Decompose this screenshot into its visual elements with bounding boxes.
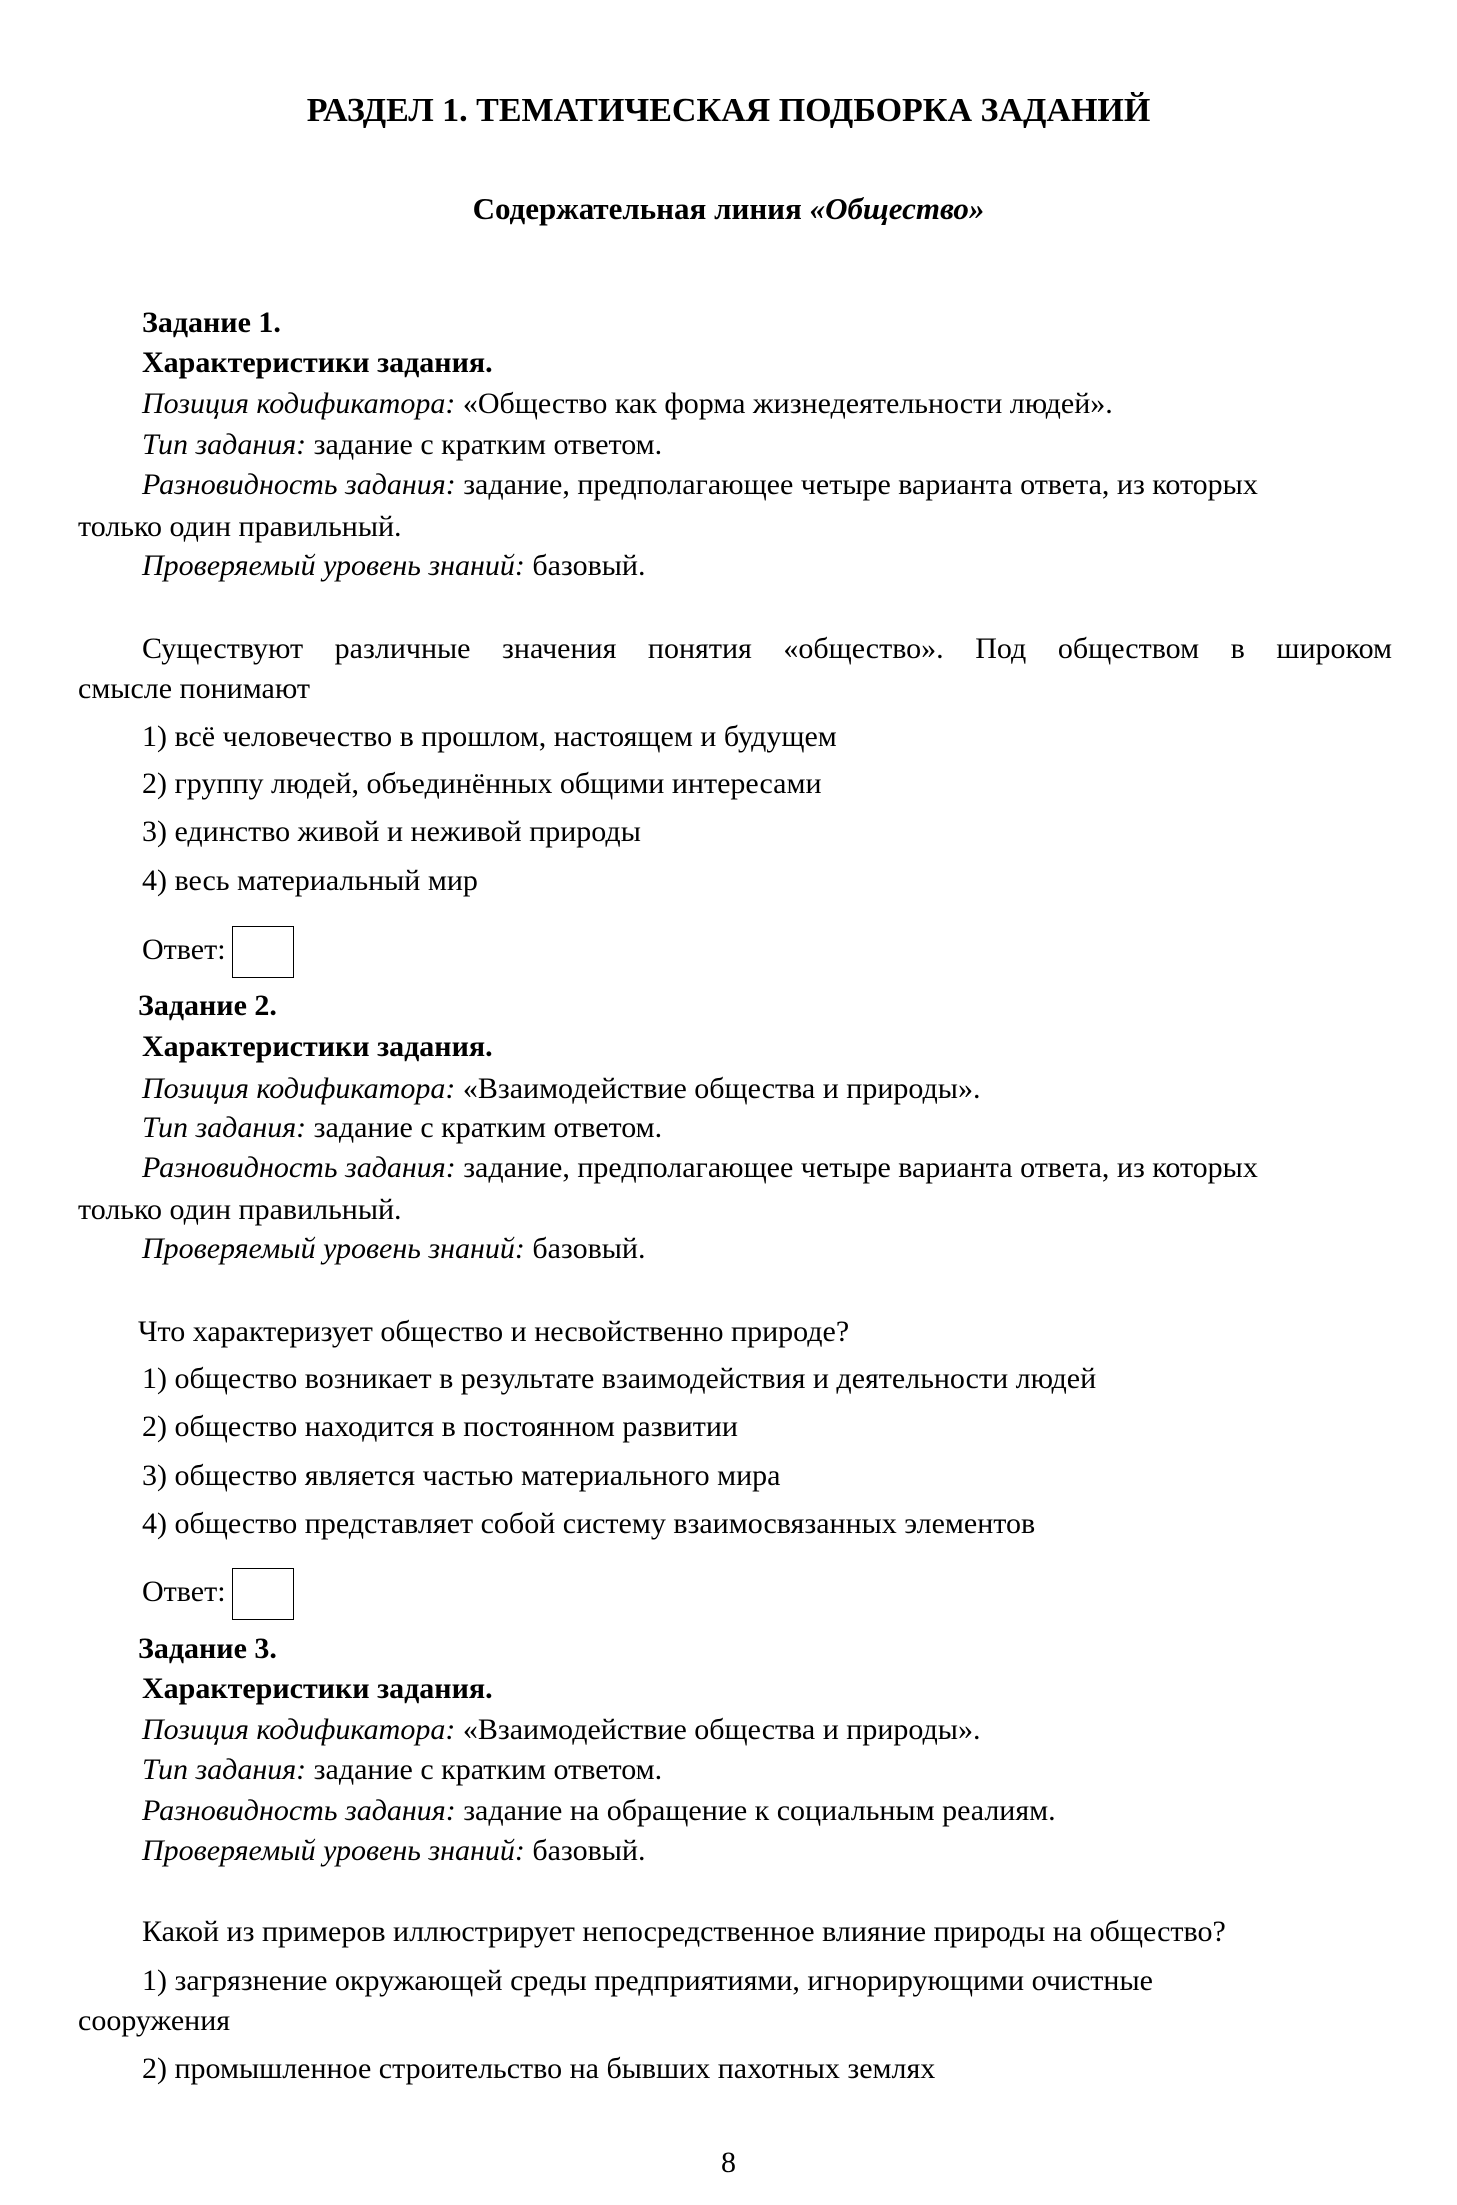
task-3-type	[142, 1750, 662, 1790]
task-3-characteristics: Характеристики задания.	[142, 1672, 493, 1705]
variety-label: Разновидность задания:	[142, 1151, 456, 1184]
codifier-label: Позиция кодификатора:	[142, 1713, 456, 1746]
task-2-variety-cont: только один правильный.	[78, 1193, 402, 1226]
task-3-variety	[142, 1791, 1056, 1831]
content-line-subtitle	[0, 188, 1457, 230]
task-1-question-cont: смысле понимают	[78, 672, 310, 705]
answer-box[interactable]	[232, 926, 294, 978]
task-3-option-1-cont: сооружения	[78, 2004, 231, 2037]
section-title: РАЗДЕЛ 1. ТЕМАТИЧЕСКАЯ ПОДБОРКА ЗАДАНИЙ	[306, 92, 1151, 129]
type-value: задание с кратким ответом.	[306, 1111, 663, 1144]
level-value: базовый.	[524, 1232, 646, 1265]
codifier-label: Позиция кодификатора:	[142, 1072, 456, 1105]
task-3-codifier	[142, 1710, 980, 1750]
task-1-level	[142, 546, 645, 586]
type-value: задание с кратким ответом.	[306, 1753, 663, 1786]
task-1-type	[142, 425, 662, 465]
type-label: Тип задания:	[142, 428, 307, 461]
level-label: Проверяемый уровень знаний:	[142, 1232, 525, 1265]
task-2-title: Задание 2.	[138, 989, 277, 1022]
codifier-value: «Взаимодействие общества и природы».	[455, 1713, 981, 1746]
level-label: Проверяемый уровень знаний:	[142, 549, 525, 582]
task-1-option-3: 3) единство живой и неживой природы	[142, 815, 641, 848]
task-2-answer	[142, 1564, 294, 1620]
level-value: базовый.	[524, 549, 646, 582]
level-label: Проверяемый уровень знаний:	[142, 1834, 525, 1867]
task-1-characteristics: Характеристики задания.	[142, 346, 493, 379]
task-3-option-2: 2) промышленное строительство на бывших пахотных землях	[142, 2052, 936, 2085]
task-2-variety	[142, 1148, 1258, 1188]
codifier-value: «Общество как форма жизнедеятельности людей».	[455, 387, 1113, 420]
level-value: базовый.	[524, 1834, 646, 1867]
task-2-level	[142, 1229, 645, 1269]
page-number: 8	[721, 2146, 736, 2179]
task-1-title: Задание 1.	[142, 306, 281, 339]
subtitle-italic: «Общество»	[809, 191, 985, 226]
task-2-type	[142, 1108, 662, 1148]
type-value: задание с кратким ответом.	[306, 428, 663, 461]
task-1-variety-cont: только один правильный.	[78, 510, 402, 543]
task-2-question: Что характеризует общество и несвойственно природе?	[138, 1315, 850, 1348]
task-2-option-1: 1) общество возникает в результате взаимодействия и деятельности людей	[142, 1362, 1097, 1395]
task-1-question: Существуют различные значения понятия «общество». Под обществом в широком	[142, 632, 1392, 665]
type-label: Тип задания:	[142, 1111, 307, 1144]
type-label: Тип задания:	[142, 1753, 307, 1786]
task-2-codifier	[142, 1069, 980, 1109]
variety-value: задание, предполагающее четыре варианта ответа, из которых	[455, 1151, 1258, 1184]
task-1-variety	[142, 465, 1258, 505]
answer-box[interactable]	[232, 1568, 294, 1620]
task-3-title: Задание 3.	[138, 1632, 277, 1665]
subtitle-prefix: Содержательная линия	[472, 191, 810, 226]
task-2-option-2: 2) общество находится в постоянном развитии	[142, 1410, 738, 1443]
variety-value: задание на обращение к социальным реалиям.	[455, 1794, 1056, 1827]
variety-value: задание, предполагающее четыре варианта ответа, из которых	[455, 468, 1258, 501]
task-2-characteristics: Характеристики задания.	[142, 1030, 493, 1063]
answer-label: Ответ:	[142, 933, 226, 966]
task-1-option-1: 1) всё человечество в прошлом, настоящем и будущем	[142, 720, 837, 753]
task-3-level	[142, 1831, 645, 1871]
task-1-codifier	[142, 384, 1113, 424]
task-3-question: Какой из примеров иллюстрирует непосредственное влияние природы на общество?	[142, 1915, 1226, 1948]
codifier-value: «Взаимодействие общества и природы».	[455, 1072, 981, 1105]
variety-label: Разновидность задания:	[142, 1794, 456, 1827]
task-3-option-1: 1) загрязнение окружающей среды предприятиями, игнорирующими очистные	[142, 1964, 1153, 1997]
task-2-option-4: 4) общество представляет собой систему взаимосвязанных элементов	[142, 1507, 1036, 1540]
answer-label: Ответ:	[142, 1575, 226, 1608]
codifier-label: Позиция кодификатора:	[142, 387, 456, 420]
task-1-option-2: 2) группу людей, объединённых общими интересами	[142, 767, 822, 800]
variety-label: Разновидность задания:	[142, 468, 456, 501]
task-2-option-3: 3) общество является частью материального мира	[142, 1459, 781, 1492]
task-1-answer	[142, 922, 294, 978]
task-1-option-4: 4) весь материальный мир	[142, 864, 478, 897]
